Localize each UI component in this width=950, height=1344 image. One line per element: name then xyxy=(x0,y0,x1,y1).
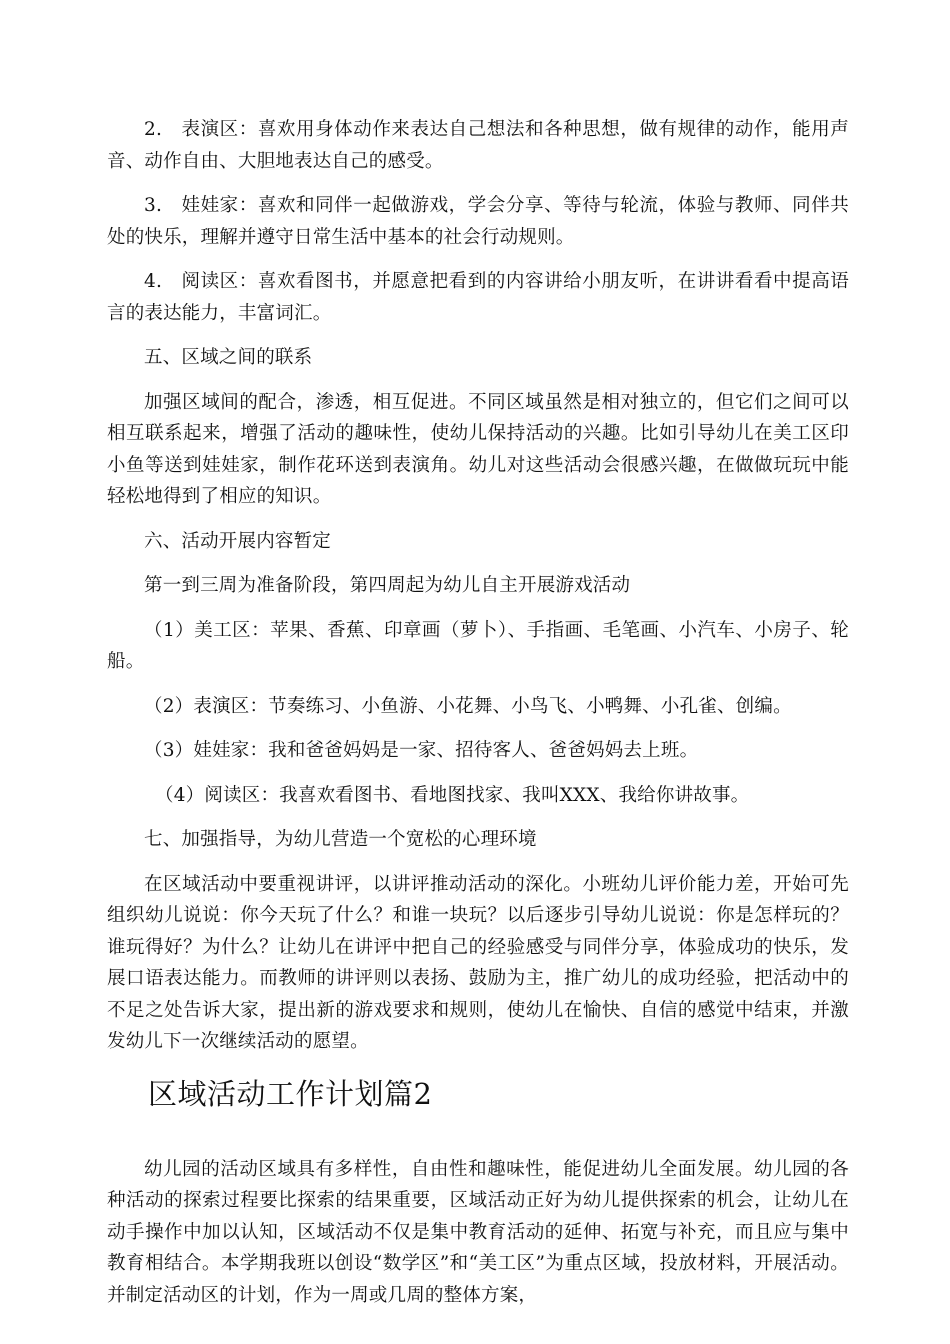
list-item-reading-area: （4）阅读区：我喜欢看图书、看地图找家、我叫XXX、我给你讲故事。 xyxy=(155,784,750,806)
list-item-doll-house: （3）娃娃家：我和爸爸妈妈是一家、招待客人、爸爸妈妈去上班。 xyxy=(144,740,699,761)
section-title: 区域活动工作计划篇2 xyxy=(148,1076,433,1111)
paragraph-doll-house: 3. 娃娃家：喜欢和同伴一起做游戏，学会分享、等待与轮流，体验与教师、同伴共处的快乐，理解并遵守日常生活中基本的社会行动规则。 xyxy=(107,195,849,248)
paragraph-intro-plan-2: 幼儿园的活动区域具有多样性，自由性和趣味性，能促进幼儿全面发展。幼儿园的各种活动的探索过程要比探索的结果重要，区域活动正好为幼儿提供探索的机会，让幼儿在动手操作中加以认知，区域活动不仅是集中教育活动的延伸、拓宽与补充，而且应与集中教育相结合。本学期我班以创设“数学区”和“美工区”为重点区域，投放材料，开展活动。并制定活动区的计划，作为一周或几周的整体方案， xyxy=(107,1158,849,1306)
paragraph-reading-area: 4. 阅读区：喜欢看图书，并愿意把看到的内容讲给小朋友听，在讲讲看看中提高语言的表达能力，丰富词汇。 xyxy=(107,271,849,324)
list-item-performance-area: （2）表演区：节奏练习、小鱼游、小花舞、小鸟飞、小鸭舞、小孔雀、创编。 xyxy=(144,695,792,717)
document-page xyxy=(107,114,849,1324)
list-item-art-area: （1）美工区：苹果、香蕉、印章画（萝卜）、手指画、毛笔画、小汽车、小房子、轮船。 xyxy=(107,619,849,672)
paragraph-area-connection: 加强区域间的配合，渗透，相互促进。不同区域虽然是相对独立的，但它们之间可以相互联系起来，增强了活动的趣味性，使幼儿保持活动的兴趣。比如引导幼儿在美工区印小鱼等送到娃娃家，制作花环送到表演角。幼儿对这些活动会很感兴趣，在做做玩玩中能轻松地得到了相应的知识。 xyxy=(107,391,849,507)
paragraph-guidance: 在区域活动中要重视讲评，以讲评推动活动的深化。小班幼儿评价能力差，开始可先组织幼儿说说：你今天玩了什么？和谁一块玩？以后逐步引导幼儿说说：你是怎样玩的？谁玩得好？为什么？让幼儿在讲评中把自己的经验感受与同伴分享，体验成功的快乐，发展口语表达能力。而教师的讲评则以表扬、鼓励为主，推广幼儿的成功经验，把活动中的不足之处告诉大家，提出新的游戏要求和规则，使幼儿在愉快、自信的感觉中结束，并激发幼儿下一次继续活动的愿望。 xyxy=(107,873,849,1052)
heading-section-7: 七、加强指导，为幼儿营造一个宽松的心理环境 xyxy=(144,829,537,850)
paragraph-schedule: 第一到三周为准备阶段，第四周起为幼儿自主开展游戏活动 xyxy=(144,575,631,596)
heading-section-6: 六、活动开展内容暂定 xyxy=(144,530,332,552)
heading-section-5: 五、区域之间的联系 xyxy=(144,347,313,368)
paragraph-performance-area: 2. 表演区：喜欢用身体动作来表达自己想法和各种思想，做有规律的动作，能用声音、动作自由、大胆地表达自己的感受。 xyxy=(107,119,849,172)
